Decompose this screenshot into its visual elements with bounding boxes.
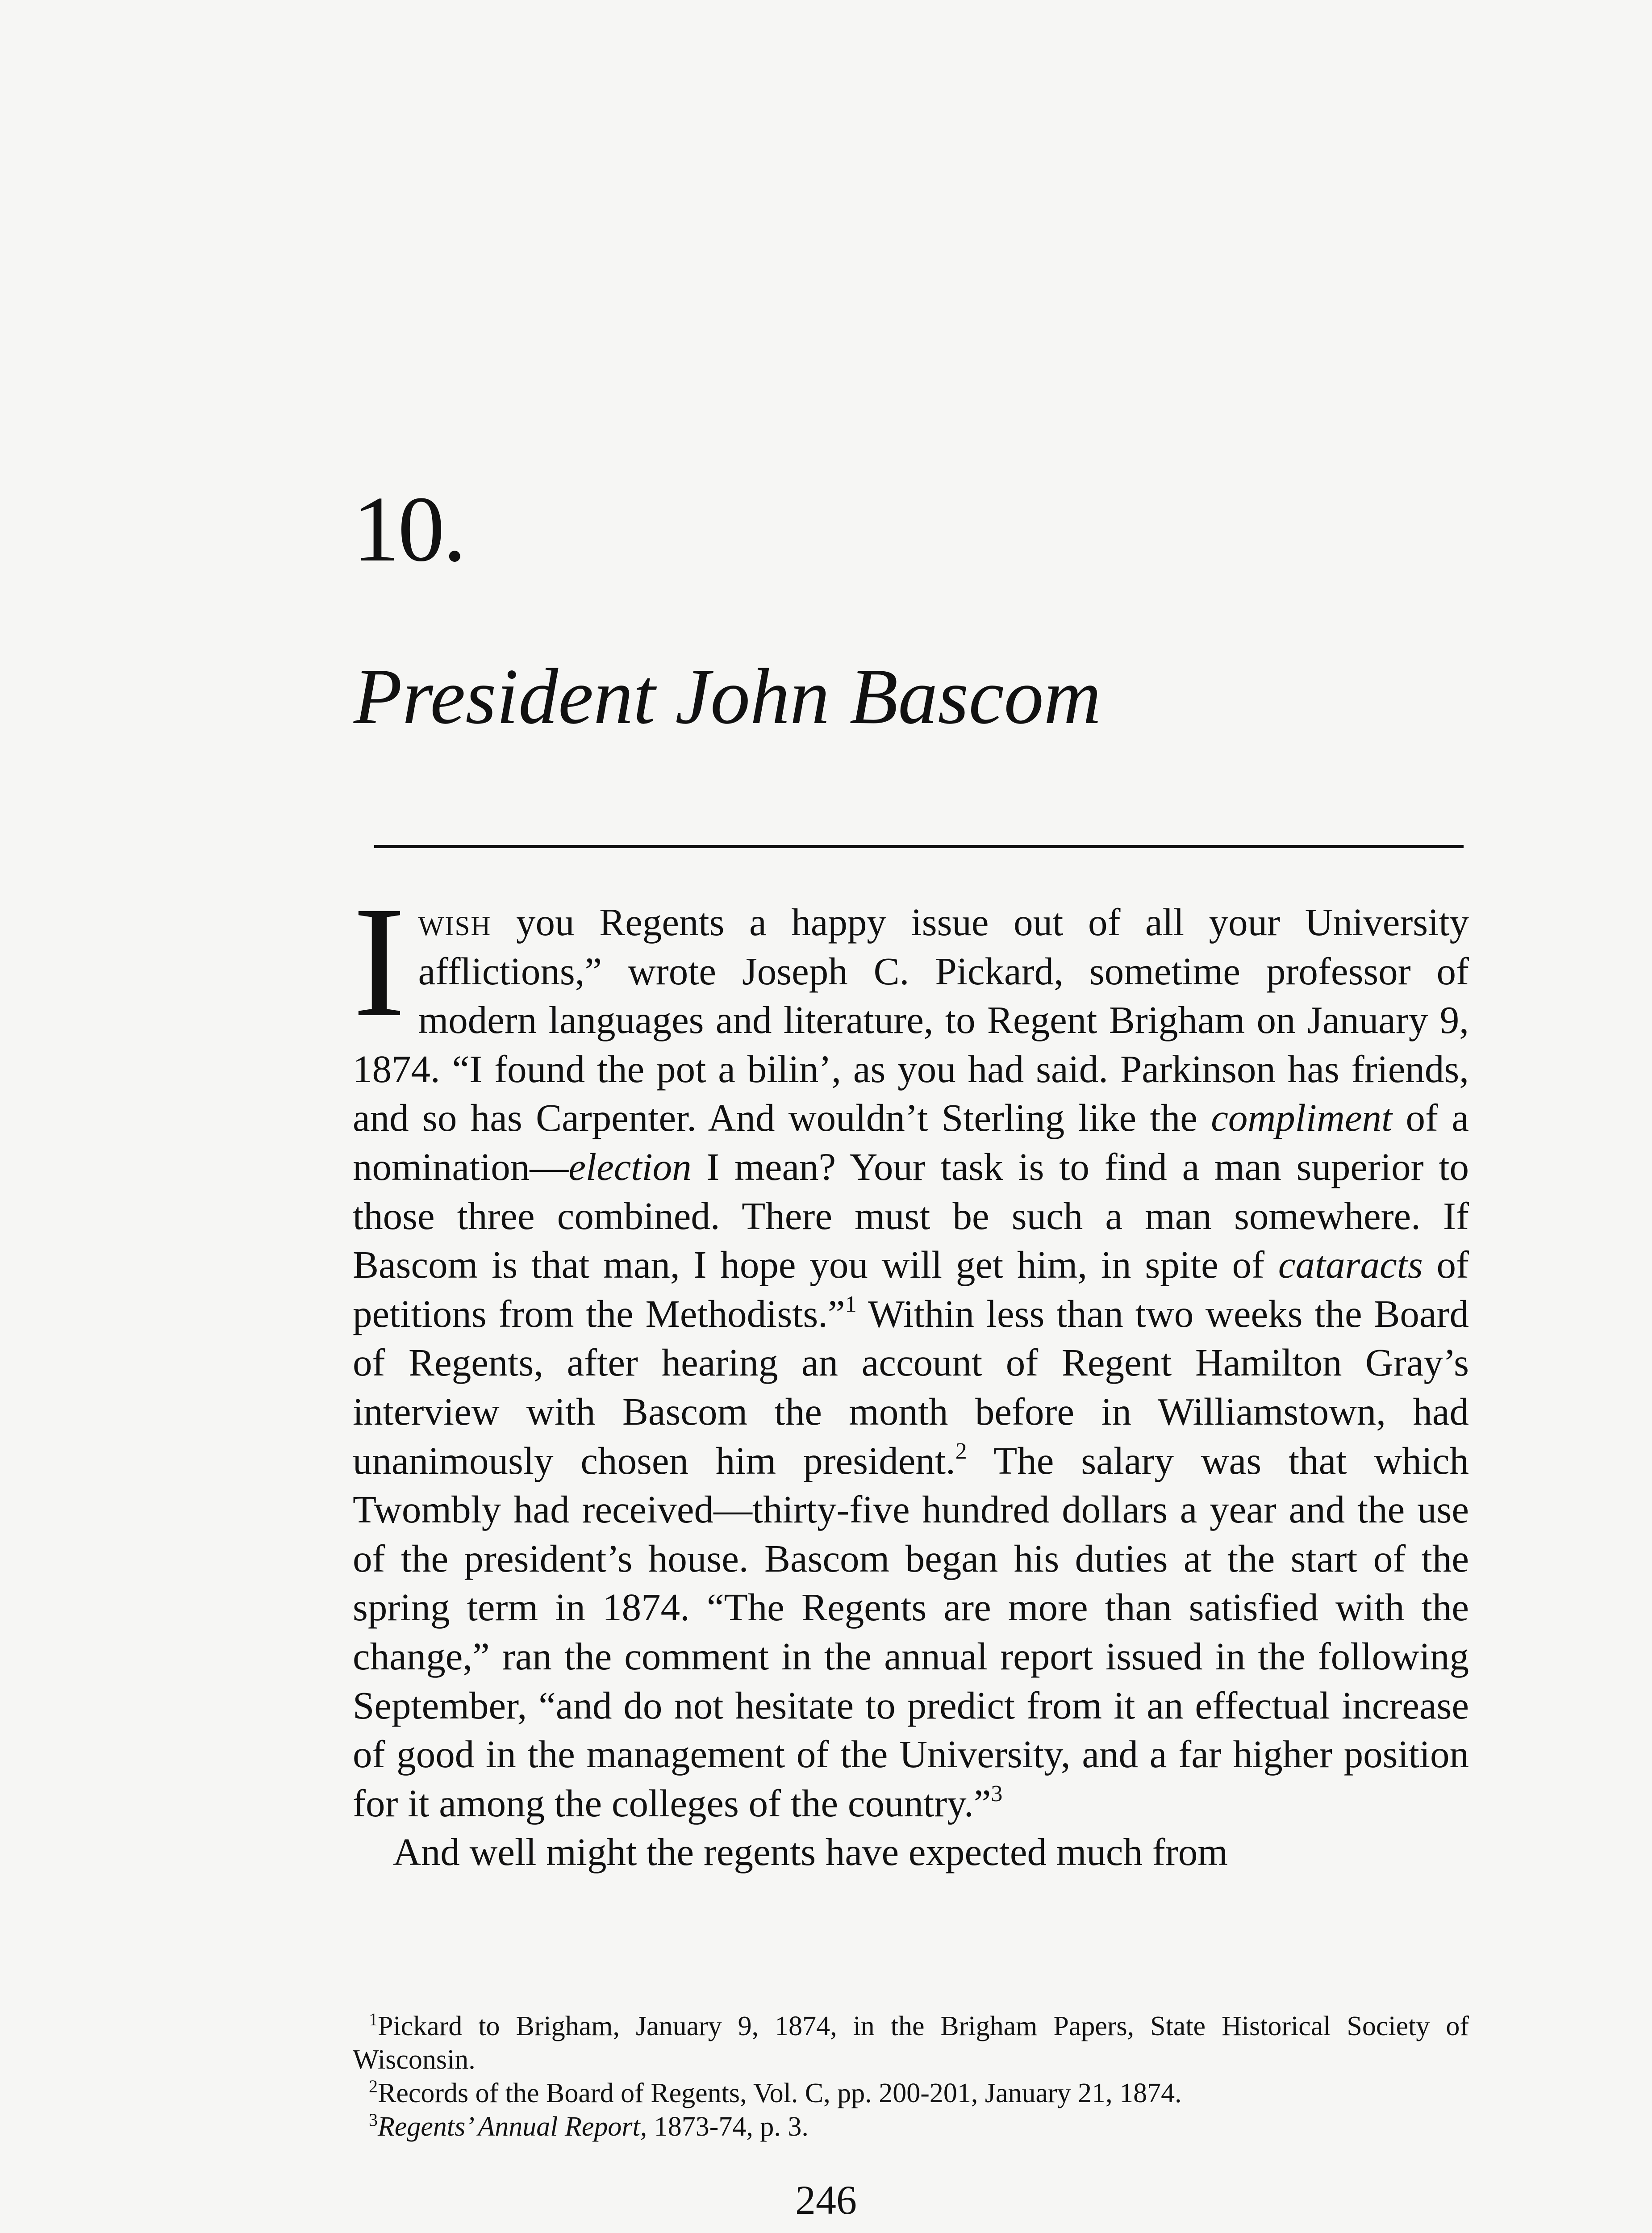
- footnotes: [353, 2010, 1469, 2144]
- footnote-ref-1[interactable]: 1: [845, 1291, 857, 1317]
- footnote-3-text: 1873-74, p. 3.: [647, 2112, 809, 2142]
- emphasis-cataracts: cataracts: [1278, 1243, 1423, 1287]
- paragraph-1-text-f: The salary was that which Twombly had received—thirty-five hundred dollars a year and the use of the president’s house. Bascom began his duties at the start of the spring term in 1874. “The Regents are more than satisfied with the change,” ran the comment in the annual report issued in the following September, “and do not hesitate to predict from it an effectual increase of good in the management of the University, and a far higher position for it among the colleges of the country.”: [353, 1438, 1469, 1825]
- footnote-ref-2[interactable]: 2: [955, 1438, 967, 1464]
- emphasis-compliment: compliment: [1211, 1096, 1393, 1140]
- paragraph-1-text-c: I mean? Your task is to find a man superior to those three combined. There must be such a man somewhere. If Bascom is that man, I hope you will get him, in spite of: [353, 1145, 1469, 1287]
- emphasis-election: election: [568, 1145, 692, 1188]
- footnote-ref-3[interactable]: 3: [991, 1781, 1003, 1806]
- footnote-1-text: Pickard to Brigham, January 9, 1874, in the Brigham Papers, State Historical Society of Wisconsin.: [353, 2011, 1469, 2075]
- paragraph-1: [353, 874, 1469, 1827]
- paragraph-1-text-b: of a nomination—: [353, 1096, 1469, 1188]
- footnote-3: [353, 2110, 1469, 2144]
- body-text: [353, 874, 1469, 1877]
- paragraph-1-text-e: Within less than two weeks the Board of Regents, after hearing an account of Regent Hamilton Gray’s interview with Bascom the month before in Williamstown, had unanimously chosen him president.: [353, 1292, 1469, 1482]
- paragraph-1-text-a: you Regents a happy issue out of all your University afflictions,” wrote Joseph C. Pickard, sometime professor of modern languages and literature, to Regent Brigham on January 9, 1874. “I found the pot a bilin’, as you had said. Parkinson has friends, and so has Carpenter. And wouldn’t Sterling like the: [353, 900, 1469, 1140]
- footnote-2: [353, 2077, 1469, 2110]
- opening-small-caps: wish: [418, 900, 492, 944]
- footnote-marker-1: 1: [369, 2009, 378, 2029]
- drop-cap: I: [353, 874, 406, 1050]
- chapter-title: President John Bascom: [354, 652, 1101, 740]
- footnote-2-text: Records of the Board of Regents, Vol. C, pp. 200-201, January 21, 1874.: [378, 2078, 1182, 2108]
- footnote-1: [353, 2010, 1469, 2077]
- footnote-3-italic: Regents’ Annual Report,: [378, 2112, 647, 2142]
- paragraph-2: And well might the regents have expected much from: [393, 1830, 1228, 1874]
- paragraph-1-text-d: of petitions from the Methodists.”: [353, 1243, 1469, 1335]
- chapter-number: 10.: [353, 477, 465, 581]
- footnote-marker-3: 3: [369, 2110, 378, 2130]
- page-number: 246: [795, 2177, 857, 2223]
- footnote-marker-2: 2: [369, 2076, 378, 2096]
- title-rule: [374, 845, 1464, 848]
